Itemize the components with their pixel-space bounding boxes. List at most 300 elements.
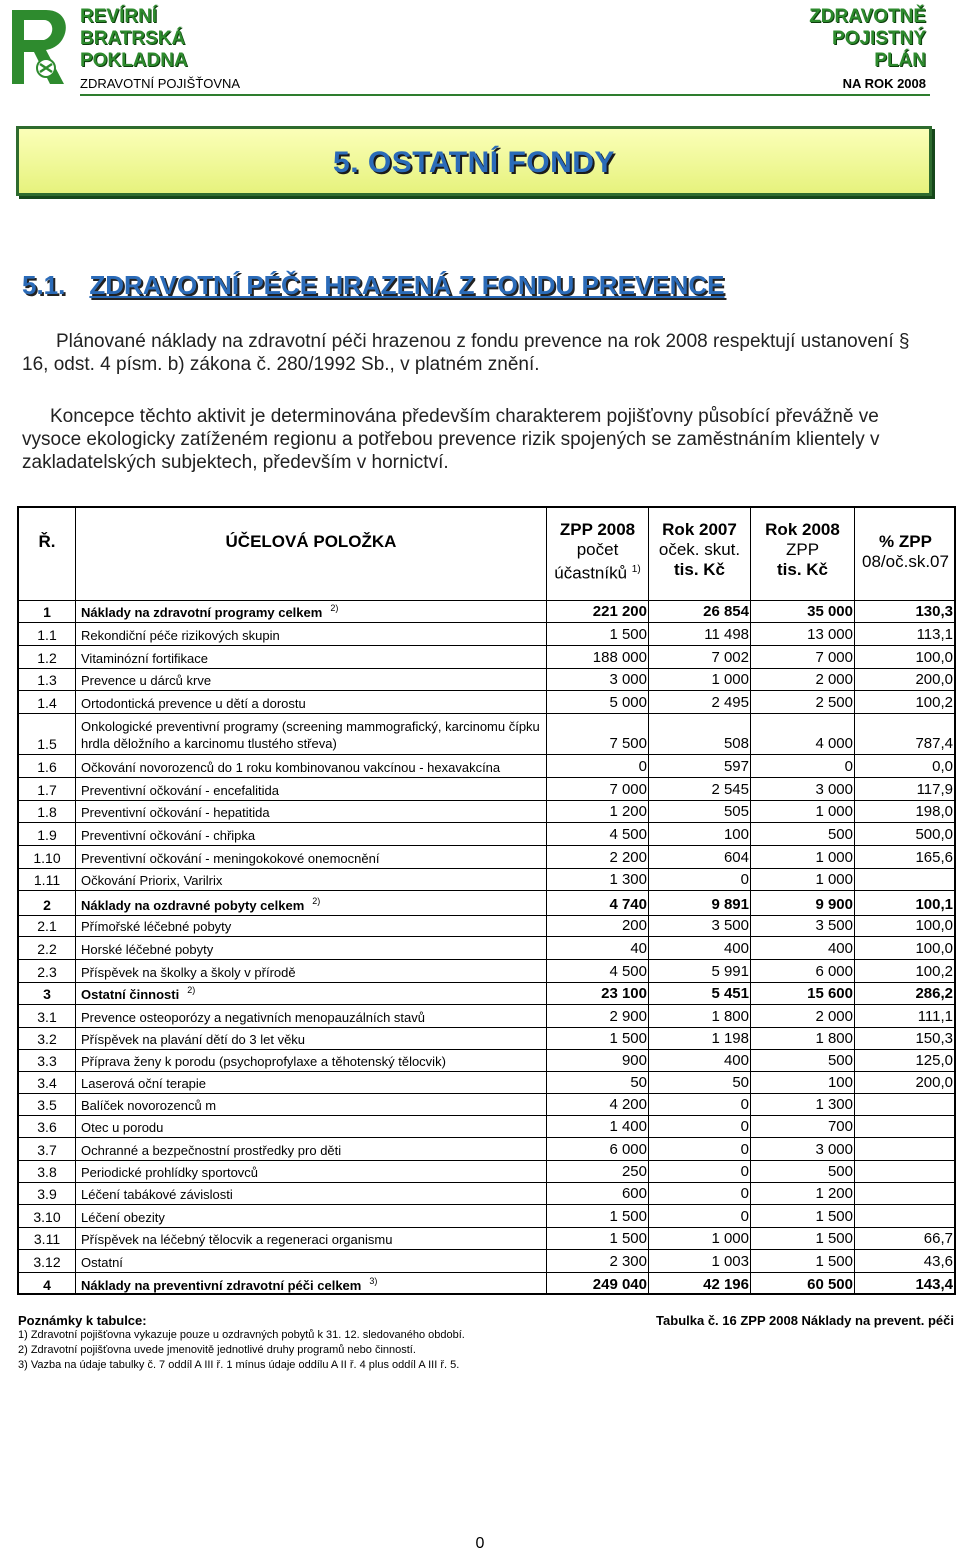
row-divider (19, 959, 954, 960)
cell-2007-expected: 597 (723, 758, 749, 775)
cell-2007-expected: 2 545 (711, 781, 749, 798)
row-label (81, 1076, 206, 1091)
table-row (19, 690, 954, 713)
table-row (19, 1027, 954, 1049)
cell-participants: 4 500 (609, 963, 647, 980)
plan-line-1: ZDRAVOTNĚ (809, 6, 926, 27)
row-footnote-ref: 3) (369, 1276, 378, 1286)
row-divider (19, 1182, 954, 1183)
row-divider (19, 1071, 954, 1072)
row-number: 3.2 (37, 1031, 57, 1047)
cell-participants: 1 200 (609, 803, 647, 820)
table-row (19, 1249, 954, 1272)
row-divider (19, 1272, 954, 1273)
cell-percent: 100,0 (915, 940, 953, 957)
section-title: ZDRAVOTNÍ PÉČE HRAZENÁ Z FONDU PREVENCE (89, 270, 725, 300)
table-row (19, 1049, 954, 1071)
row-divider (19, 982, 954, 983)
cell-2008-plan: 3 000 (815, 781, 853, 798)
row-number: 1.5 (37, 736, 57, 752)
brand-name (80, 6, 240, 92)
row-label (81, 628, 280, 643)
header-rok2007-line1: Rok 2007 (662, 520, 737, 539)
row-label (81, 783, 279, 798)
row-label-text: Ochranné a bezpečnostní prostředky pro děti (81, 1143, 342, 1158)
row-divider (19, 754, 954, 755)
cell-participants: 5 000 (609, 694, 647, 711)
row-number: 2.2 (37, 941, 57, 957)
row-label-text: Příspěvek na léčebný tělocvik a regeneraci organismu (81, 1232, 393, 1247)
header-rok2008-line2: ZPP (785, 540, 820, 559)
row-number: 3.3 (37, 1053, 57, 1069)
row-label-text: Příspěvek na plavání dětí do 3 let věku (81, 1032, 306, 1047)
header-rok2007-line3: tis. Kč (673, 560, 726, 579)
cell-2008-plan: 60 500 (807, 1276, 853, 1293)
cell-2007-expected: 0 (740, 1141, 749, 1158)
row-divider (19, 1160, 954, 1161)
header-footnote-ref: 1) (631, 564, 641, 575)
cell-2007-expected: 505 (723, 803, 749, 820)
row-label-text: Léčení obezity (81, 1210, 165, 1225)
header-row-no: Ř. (38, 532, 56, 551)
row-label-text: Prevence u dárců krve (81, 673, 212, 688)
cell-2007-expected: 2 495 (711, 694, 749, 711)
cell-percent: 100,1 (915, 896, 953, 913)
cell-percent: 130,3 (915, 603, 953, 620)
cell-2008-plan: 35 000 (807, 603, 853, 620)
row-footnote-ref: 2) (187, 985, 196, 995)
row-divider (19, 600, 954, 601)
cell-2008-plan: 6 000 (815, 963, 853, 980)
cell-participants: 6 000 (609, 1141, 647, 1158)
cell-participants: 7 000 (609, 781, 647, 798)
cell-participants: 0 (638, 758, 647, 775)
cell-2008-plan: 7 000 (815, 649, 853, 666)
table-row (19, 1093, 954, 1115)
row-label-text: Náklady na zdravotní programy celkem (81, 605, 323, 620)
cell-2008-plan: 100 (827, 1074, 853, 1091)
cell-participants: 40 (630, 940, 647, 957)
row-label (81, 1187, 233, 1202)
row-label (81, 1143, 341, 1158)
row-divider (19, 1027, 954, 1028)
row-label-text: Náklady na ozdravné pobyty celkem (81, 898, 305, 913)
row-label (81, 965, 296, 980)
cell-percent: 125,0 (915, 1052, 953, 1069)
header-percent-line1: % ZPP (879, 532, 932, 551)
row-number: 1.10 (33, 850, 61, 866)
cell-percent: 100,2 (915, 694, 953, 711)
cell-2007-expected: 1 003 (711, 1253, 749, 1270)
cell-2007-expected: 0 (740, 1185, 749, 1202)
cell-2007-expected: 400 (723, 940, 749, 957)
row-label (81, 828, 255, 843)
cell-participants: 1 500 (609, 626, 647, 643)
cell-participants: 4 500 (609, 826, 647, 843)
row-number: 2.3 (37, 964, 57, 980)
cell-percent: 117,9 (916, 781, 953, 798)
cell-participants: 250 (621, 1163, 647, 1180)
cell-percent: 286,2 (915, 985, 953, 1002)
cell-participants: 1 400 (609, 1118, 647, 1135)
row-divider (19, 868, 954, 869)
row-label (81, 1232, 392, 1247)
cell-2008-plan: 15 600 (807, 985, 853, 1002)
row-label (81, 718, 541, 752)
note-2: 2) Zdravotní pojišťovna uvede jmenovitě jednotlivé druhy programů nebo činností. (18, 1344, 416, 1356)
row-divider (19, 845, 954, 846)
row-number: 1.11 (33, 872, 61, 888)
row-label-text: Otec u porodu (81, 1120, 164, 1135)
cell-percent: 200,0 (915, 671, 953, 688)
cell-participants: 1 500 (609, 1030, 647, 1047)
cell-2007-expected: 0 (740, 871, 749, 888)
plan-title (809, 6, 926, 92)
row-divider (19, 777, 954, 778)
row-divider (19, 1115, 954, 1116)
cell-2008-plan: 1 000 (815, 849, 853, 866)
cell-2008-plan: 1 200 (815, 1185, 853, 1202)
row-label-text: Preventivní očkování - hepatitida (81, 805, 270, 820)
cell-2007-expected: 508 (723, 735, 749, 752)
cell-2007-expected: 5 991 (711, 963, 749, 980)
table-row (19, 982, 954, 1004)
cell-2007-expected: 0 (740, 1163, 749, 1180)
cell-2008-plan: 1 500 (815, 1253, 853, 1270)
cell-participants: 900 (621, 1052, 647, 1069)
cell-2008-plan: 3 500 (815, 917, 853, 934)
cell-2007-expected: 1 000 (711, 1230, 749, 1247)
table-row (19, 868, 954, 890)
row-divider (19, 800, 954, 801)
row-number: 3.8 (37, 1164, 57, 1180)
plan-line-2: POJISTNÝ (832, 28, 926, 49)
table-row (19, 1071, 954, 1093)
cell-participants: 23 100 (601, 985, 647, 1002)
cell-percent: 113,1 (916, 626, 953, 643)
cell-percent: 111,1 (917, 1008, 953, 1025)
table-row (19, 1272, 954, 1295)
row-divider (19, 645, 954, 646)
section-heading (22, 270, 724, 301)
table-row (19, 713, 954, 754)
table-row (19, 959, 954, 982)
header-rok2007 (649, 520, 750, 580)
cell-2007-expected: 1 198 (711, 1030, 749, 1047)
cell-participants: 50 (630, 1074, 647, 1091)
cell-2008-plan: 1 500 (815, 1230, 853, 1247)
cell-2008-plan: 9 900 (815, 896, 853, 913)
row-label-text: Přímořské léčebné pobyty (81, 919, 232, 934)
cell-2007-expected: 9 891 (711, 896, 749, 913)
table-row (19, 1160, 954, 1182)
cell-2007-expected: 0 (740, 1208, 749, 1225)
header-zpp2008-line1: ZPP 2008 (559, 520, 636, 539)
row-number: 3.10 (33, 1209, 61, 1225)
page-header (0, 0, 960, 100)
cell-percent: 500,0 (915, 826, 953, 843)
row-label (81, 696, 306, 711)
prevention-cost-table (17, 506, 956, 1295)
rbp-logo-icon (6, 6, 76, 90)
row-label-text: Očkování Priorix, Varilrix (81, 873, 223, 888)
row-number: 1.3 (37, 672, 57, 688)
row-label-text: Náklady na preventivní zdravotní péči celkem (81, 1278, 362, 1293)
cell-participants: 7 500 (609, 735, 647, 752)
row-number: 2 (43, 897, 51, 913)
row-label (81, 1165, 258, 1180)
cell-2007-expected: 50 (732, 1074, 749, 1091)
table-row (19, 1204, 954, 1227)
row-label-text: Rekondiční péče rizikových skupin (81, 628, 280, 643)
brand-line-2: BRATRSKÁ (80, 28, 186, 49)
row-label-text: Příprava ženy k porodu (psychoprofylaxe a těhotenský tělocvik) (81, 1054, 446, 1069)
row-number: 3.11 (33, 1231, 61, 1247)
cell-percent: 165,6 (915, 849, 953, 866)
row-divider (19, 1137, 954, 1138)
row-number: 3.4 (37, 1075, 57, 1091)
cell-2007-expected: 11 498 (704, 626, 749, 643)
table-notes (18, 1313, 465, 1373)
row-label-text: Ostatní (81, 1255, 123, 1270)
row-label-text: Vitaminózní fortifikace (81, 651, 208, 666)
cell-percent: 100,0 (915, 917, 953, 934)
header-zpp2008-line2: počet (576, 540, 619, 559)
row-divider (19, 622, 954, 623)
header-item: ÚČELOVÁ POLOŽKA (225, 532, 397, 551)
page-number: 0 (475, 1535, 485, 1552)
header-divider (80, 94, 930, 96)
table-row (19, 754, 954, 777)
cell-2007-expected: 1 800 (711, 1008, 749, 1025)
cell-participants: 200 (621, 917, 647, 934)
cell-2008-plan: 500 (827, 1052, 853, 1069)
row-footnote-ref: 2) (312, 896, 321, 906)
row-divider (19, 713, 954, 714)
row-label (81, 651, 208, 666)
row-label-text: Balíček novorozenců m (81, 1098, 217, 1113)
row-number: 3.7 (37, 1142, 57, 1158)
row-label (81, 1255, 123, 1270)
header-percent-line2: 08/oč.sk.07 (862, 552, 949, 571)
cell-participants: 188 000 (592, 649, 647, 666)
row-label-text: Očkování novorozenců do 1 roku kombinovanou vakcínou - hexavakcína (81, 760, 501, 775)
cell-percent: 66,7 (923, 1230, 953, 1247)
cell-percent: 0,0 (932, 758, 953, 775)
row-number: 3.12 (33, 1254, 61, 1270)
cell-2008-plan: 400 (827, 940, 853, 957)
row-divider (19, 1049, 954, 1050)
row-label (81, 1120, 163, 1135)
cell-participants: 221 200 (592, 603, 647, 620)
row-divider (19, 915, 954, 916)
cell-percent: 100,2 (915, 963, 953, 980)
cell-participants: 4 200 (609, 1096, 647, 1113)
cell-participants: 2 900 (609, 1008, 647, 1025)
table-row (19, 915, 954, 936)
row-number: 3.5 (37, 1097, 57, 1113)
table-row (19, 777, 954, 800)
row-label (81, 805, 270, 820)
cell-2007-expected: 604 (723, 849, 749, 866)
row-label (81, 1276, 377, 1293)
header-zpp2008-line3 (547, 560, 648, 584)
cell-2008-plan: 3 000 (815, 1141, 853, 1158)
table-row (19, 1004, 954, 1027)
cell-2008-plan: 1 000 (815, 871, 853, 888)
cell-percent: 787,4 (915, 735, 953, 752)
header-rok2008-line1: Rok 2008 (765, 520, 840, 539)
cell-2008-plan: 700 (827, 1118, 853, 1135)
row-number: 3.9 (37, 1186, 57, 1202)
row-label-text: Ostatní činnosti (81, 987, 180, 1002)
cell-participants: 2 200 (609, 849, 647, 866)
cell-2007-expected: 42 196 (703, 1276, 749, 1293)
table-row (19, 800, 954, 822)
table-row (19, 1137, 954, 1160)
row-number: 1.6 (37, 759, 57, 775)
row-divider (19, 1227, 954, 1228)
row-label-text: Preventivní očkování - meningokokové onemocnění (81, 851, 380, 866)
row-label (81, 851, 379, 866)
row-label-text: Onkologické preventivní programy (screening mammografický, karcinomu čípku hrdla děložního a karcinomu tlustého střeva) (81, 719, 540, 751)
intro-paragraph-2: Koncepce těchto aktivit je determinována především charakterem pojišťovny působící převážně ve vysoce ekologicky zatíženém regionu a potřebou prevence rizik spojených se zaměstnáním klientely v zakladatelských subjektech, především v hornictví. (22, 406, 880, 473)
cell-percent: 198,0 (915, 803, 953, 820)
cell-participants: 4 740 (609, 896, 647, 913)
cell-2007-expected: 26 854 (703, 603, 749, 620)
row-label-text: Laserová oční terapie (81, 1076, 207, 1091)
row-label (81, 985, 195, 1002)
table-row (19, 1115, 954, 1137)
row-number: 3.6 (37, 1119, 57, 1135)
cell-2008-plan: 2 000 (815, 1008, 853, 1025)
cell-2008-plan: 13 000 (807, 626, 853, 643)
note-3: 3) Vazba na údaje tabulky č. 7 oddíl A III ř. 1 mínus údaje oddílu A II ř. 4 plus oddíl A III ř. 5. (18, 1359, 460, 1371)
cell-2008-plan: 500 (827, 826, 853, 843)
cell-participants: 249 040 (592, 1276, 647, 1293)
cell-2008-plan: 1 500 (815, 1208, 853, 1225)
row-label-text: Horské léčebné pobyty (81, 942, 214, 957)
cell-2008-plan: 0 (844, 758, 853, 775)
cell-participants: 3 000 (609, 671, 647, 688)
row-number: 1.8 (37, 804, 57, 820)
row-label (81, 603, 338, 620)
row-number: 1.2 (37, 650, 57, 666)
header-percent (855, 532, 956, 572)
table-row (19, 645, 954, 668)
cell-percent: 43,6 (923, 1253, 953, 1270)
row-number: 3.1 (37, 1009, 57, 1025)
chapter-banner (16, 126, 932, 196)
row-footnote-ref: 2) (330, 603, 339, 613)
table-caption: Tabulka č. 16 ZPP 2008 Náklady na prevent. péči (656, 1313, 954, 1328)
table-row (19, 936, 954, 959)
cell-2008-plan: 4 000 (815, 735, 853, 752)
row-divider (19, 690, 954, 691)
table-row (19, 822, 954, 845)
cell-2007-expected: 0 (740, 1096, 749, 1113)
cell-2008-plan: 1 800 (815, 1030, 853, 1047)
table-row (19, 622, 954, 645)
table-row (19, 845, 954, 868)
row-label (81, 919, 231, 934)
cell-participants: 2 300 (609, 1253, 647, 1270)
row-divider (19, 1093, 954, 1094)
brand-line-3: POKLADNA (80, 50, 188, 71)
row-number: 3 (43, 986, 51, 1002)
cell-2007-expected: 0 (740, 1118, 749, 1135)
row-number: 1.1 (37, 627, 57, 643)
header-rok2008 (751, 520, 854, 580)
row-label (81, 1098, 216, 1113)
header-zpp2008 (547, 520, 648, 584)
row-label-text: Preventivní očkování - encefalitida (81, 783, 279, 798)
row-label (81, 1054, 446, 1069)
cell-2007-expected: 1 000 (711, 671, 749, 688)
cell-participants: 1 500 (609, 1230, 647, 1247)
row-label-text: Preventivní očkování - chřipka (81, 828, 256, 843)
cell-2008-plan: 1 000 (815, 803, 853, 820)
row-divider (19, 1249, 954, 1250)
row-label (81, 942, 213, 957)
table-row (19, 890, 954, 915)
brand-line-1: REVÍRNÍ (80, 6, 158, 27)
row-label-text: Příspěvek na školky a školy v přírodě (81, 965, 296, 980)
row-label (81, 1010, 425, 1025)
row-label (81, 760, 500, 775)
header-rok2007-line2: oček. skut. (658, 540, 741, 559)
chapter-title: 5. OSTATNÍ FONDY (333, 146, 615, 179)
cell-percent: 143,4 (915, 1276, 953, 1293)
section-number: 5.1. (22, 270, 66, 300)
row-label-text: Léčení tabákové závislosti (81, 1187, 233, 1202)
cell-2007-expected: 100 (723, 826, 749, 843)
cell-participants: 600 (621, 1185, 647, 1202)
intro-paragraph-1: Plánované náklady na zdravotní péči hrazenou z fondu prevence na rok 2008 respektují ustanovení § 16, odst. 4 písm. b) zákona č. 280/1992 Sb., v platném znění. (22, 331, 910, 375)
row-label-text: Periodické prohlídky sportovců (81, 1165, 259, 1180)
brand-subtitle: ZDRAVOTNÍ POJIŠŤOVNA (80, 76, 241, 91)
plan-line-3: PLÁN (874, 50, 926, 71)
cell-percent: 150,3 (915, 1030, 953, 1047)
row-label-text: Ortodontická prevence u dětí a dorostu (81, 696, 306, 711)
row-divider (19, 822, 954, 823)
row-number: 1.4 (37, 695, 57, 711)
cell-2008-plan: 2 500 (815, 694, 853, 711)
cell-2008-plan: 2 000 (815, 671, 853, 688)
row-label (81, 1210, 165, 1225)
header-rok2008-line3: tis. Kč (776, 560, 829, 579)
cell-participants: 1 500 (609, 1208, 647, 1225)
table-row (19, 600, 954, 622)
row-number: 4 (43, 1277, 51, 1293)
row-divider (19, 1004, 954, 1005)
row-divider (19, 668, 954, 669)
table-row (19, 1182, 954, 1204)
table-row (19, 668, 954, 690)
row-number: 1 (43, 604, 51, 620)
row-divider (19, 890, 954, 891)
cell-2007-expected: 3 500 (711, 917, 749, 934)
row-label (81, 896, 320, 913)
notes-heading: Poznámky k tabulce: (18, 1313, 147, 1328)
row-label (81, 673, 211, 688)
table-row (19, 1227, 954, 1249)
cell-2007-expected: 400 (723, 1052, 749, 1069)
cell-2008-plan: 500 (827, 1163, 853, 1180)
row-divider (19, 1204, 954, 1205)
row-divider (19, 936, 954, 937)
plan-year: NA ROK 2008 (842, 76, 926, 91)
